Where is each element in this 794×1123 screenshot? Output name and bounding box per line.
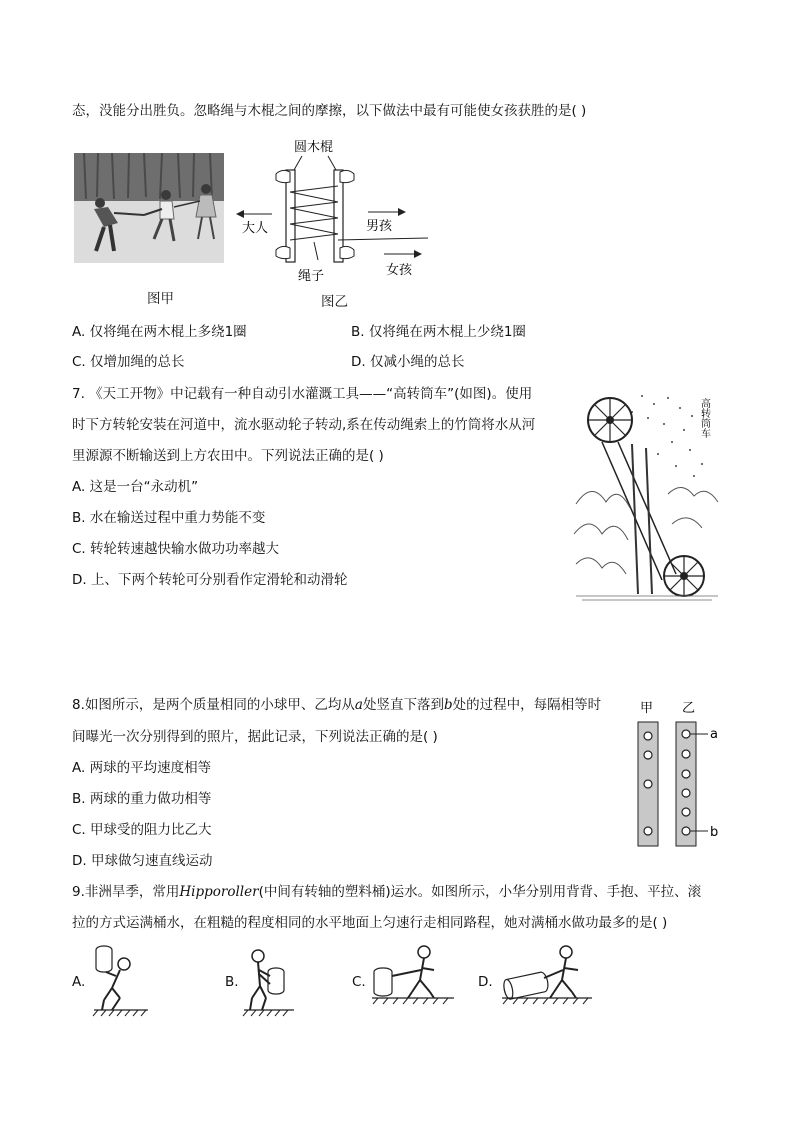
q9-option-c-letter: C.: [352, 974, 366, 990]
jia-label: 甲: [640, 701, 654, 716]
q7-stem-line-2: 时下方转轮安装在河道中，流水驱动轮子转动,系在传动绳索上的竹筒将水从河: [72, 417, 536, 433]
var-b: b: [443, 697, 453, 713]
q8-stem-post: 处的过程中，每隔相等时: [452, 697, 602, 713]
q6-option-d: D. 仅减小绳的总长: [351, 354, 465, 370]
q6-diagram-figure: [232, 134, 452, 290]
boy-label: 男孩: [366, 219, 393, 234]
yi-label: 乙: [682, 701, 696, 716]
q8-stem-line-2: 间曝光一次分别得到的照片，据此记录，下列说法正确的是( ): [72, 729, 438, 745]
label-a: a: [710, 727, 718, 742]
q9-figure-a-back-carry: [90, 940, 150, 1024]
q8-option-b: B. 两球的重力做功相等: [72, 791, 212, 807]
q8-option-c: C. 甲球受的阻力比乙大: [72, 822, 212, 838]
q9-stem-pre: 9.非洲旱季，常用: [72, 884, 180, 900]
var-a: a: [354, 697, 363, 713]
q9-stem-line-1: [72, 882, 701, 902]
q7-option-b: B. 水在输送过程中重力势能不变: [72, 510, 266, 526]
q9-figure-c-flat-drag: [368, 940, 458, 1024]
q8-stem-mid: 处竖直下落到: [362, 697, 444, 713]
q8-option-d: D. 甲球做匀速直线运动: [72, 853, 213, 869]
woodcut-title: 高转筒车: [698, 398, 710, 438]
q8-option-a: A. 两球的平均速度相等: [72, 760, 212, 776]
q6-stem-tail: 态，没能分出胜负。忽略绳与木棍之间的摩擦，以下做法中最有可能使女孩获胜的是( ): [72, 103, 587, 119]
q7-option-d: D. 上、下两个转轮可分别看作定滑轮和动滑轮: [72, 572, 348, 588]
q7-option-c: C. 转轮转速越快输水做功功率越大: [72, 541, 280, 557]
hipporoller-term: Hipporoller: [179, 884, 259, 900]
q9-option-d-letter: D.: [478, 974, 493, 990]
q8-stem-pre: 8.如图所示，是两个质量相同的小球甲、乙均从: [72, 697, 355, 713]
q6-photo-figure: [74, 153, 224, 267]
q9-option-a-letter: A.: [72, 974, 86, 990]
girl-label: 女孩: [386, 263, 413, 278]
q6-option-a: A. 仅将绳在两木棍上多绕1圈: [72, 324, 247, 340]
q9-option-b-letter: B.: [225, 974, 239, 990]
stick-label: 圆木棍: [294, 140, 334, 155]
q7-stem-line-1: 7. 《天工开物》中记载有一种自动引水灌溉工具——“高转筒车”(如图)。使用: [72, 386, 533, 402]
q9-figure-b-arm-hold: [240, 940, 300, 1024]
adult-label: 大人: [242, 221, 269, 236]
q9-figure-d-roll-drag: [498, 940, 598, 1024]
q9-stem-line-2: 拉的方式运满桶水，在粗糙的程度相同的水平地面上匀速行走相同路程，她对满桶水做功最多的是( ): [72, 915, 668, 931]
q6-option-c: C. 仅增加绳的总长: [72, 354, 185, 370]
q7-waterwheel-figure: [572, 384, 722, 608]
q6-option-b: B. 仅将绳在两木棍上少绕1圈: [351, 324, 526, 340]
q9-stem-post: (中间有转轴的塑料桶)运水。如图所示，小华分别用背背、手抱、平拉、滚: [258, 884, 702, 900]
q6-fig-a-caption: 图甲: [147, 291, 174, 307]
q7-stem-line-3: 里源源不断输送到上方农田中。下列说法正确的是( ): [72, 448, 384, 464]
q8-stem-line-1: [72, 695, 601, 715]
q7-option-a: A. 这是一台“永动机”: [72, 479, 199, 495]
label-b: b: [710, 825, 719, 840]
rope-label: 绳子: [298, 269, 325, 284]
q6-fig-b-caption: 图乙: [321, 294, 348, 310]
q8-strobe-figure: [630, 694, 730, 854]
